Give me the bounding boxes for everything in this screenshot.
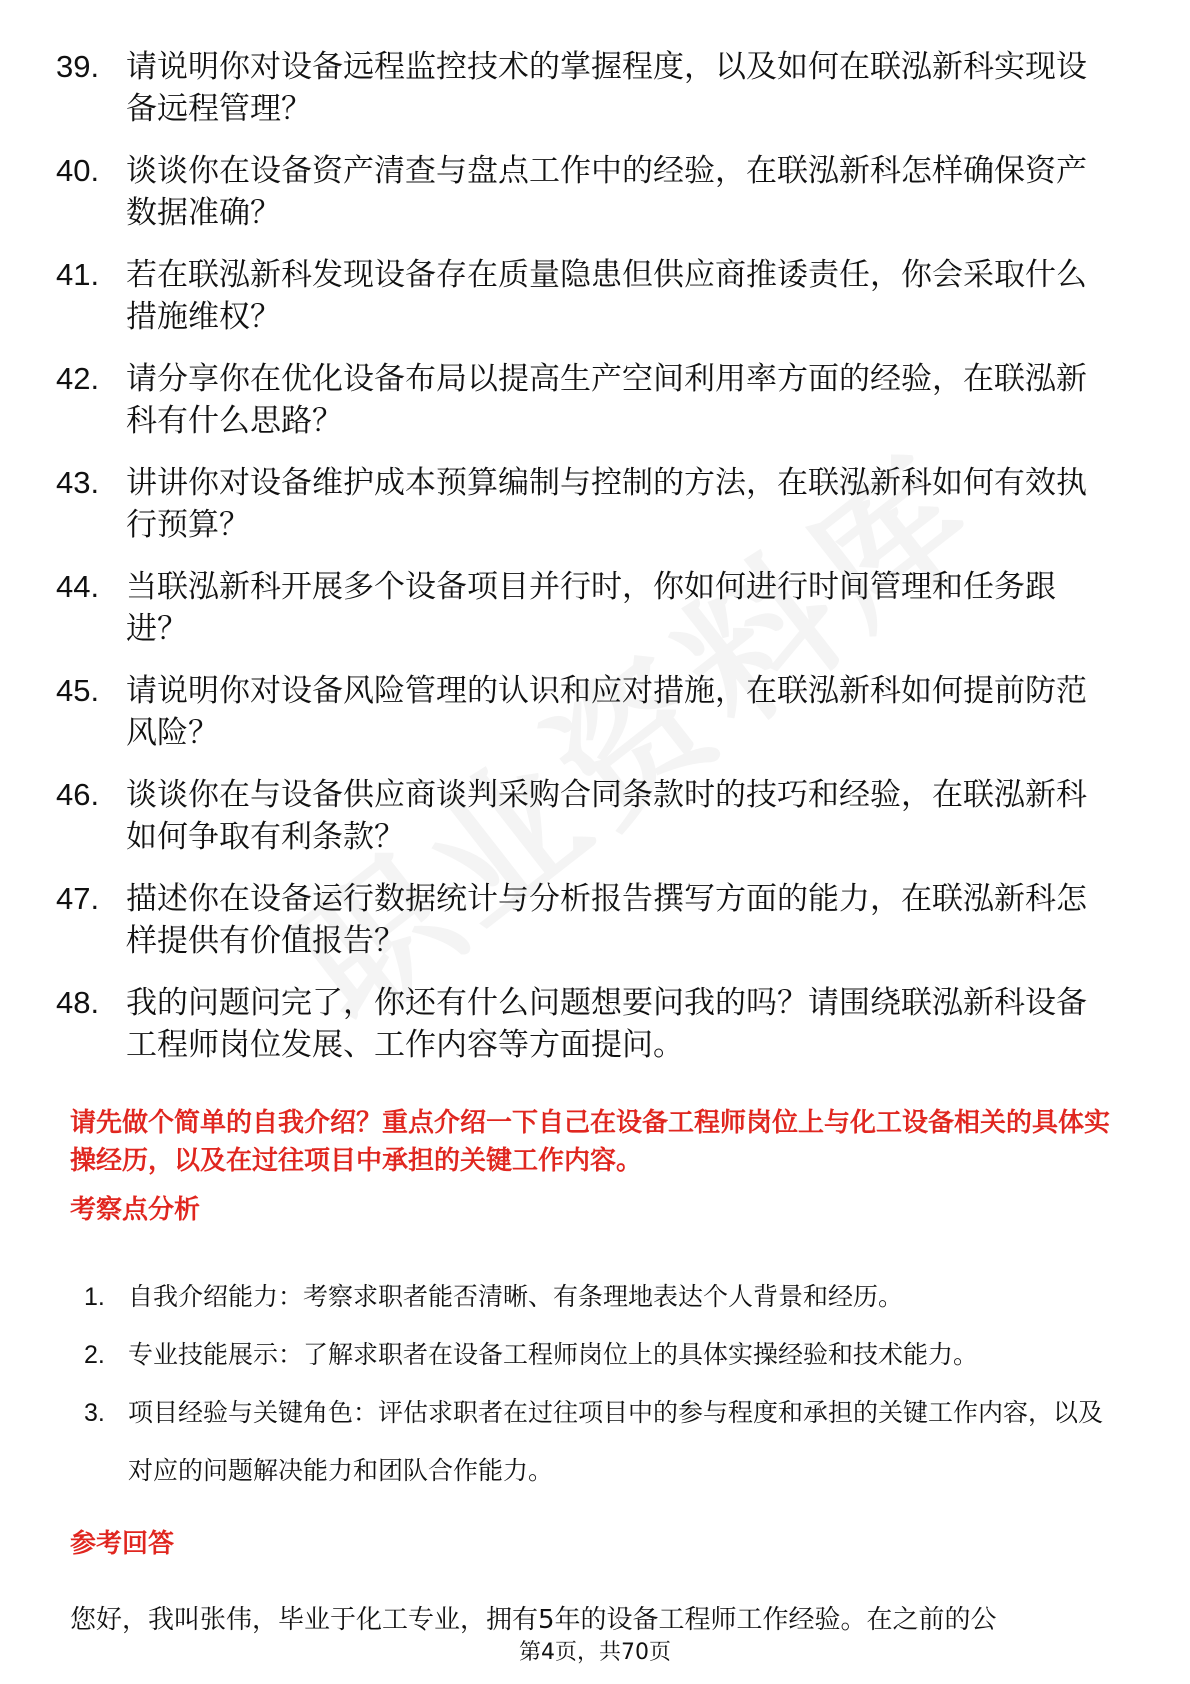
list-item (56, 566, 1106, 650)
question-text: 当联泓新科开展多个设备项目并行时，你如何进行时间管理和任务跟进？ (126, 569, 1056, 647)
question-number: 42. (56, 361, 100, 396)
list-item (56, 254, 1106, 338)
list-item (56, 878, 1106, 962)
question-number: 41. (56, 257, 100, 292)
page-number: 第4页，共70页 (519, 1640, 671, 1665)
reference-answer-text: 您好，我叫张伟，毕业于化工专业，拥有5年的设备工程师工作经验。在之前的公 (70, 1605, 997, 1635)
question-number: 45. (56, 673, 100, 708)
question-number: 47. (56, 881, 100, 916)
question-number: 44. (56, 569, 100, 604)
question-text: 谈谈你在与设备供应商谈判采购合同条款时的技巧和经验，在联泓新科如何争取有利条款？ (126, 777, 1087, 855)
list-item (56, 358, 1106, 442)
question-number: 40. (56, 153, 100, 188)
question-text: 我的问题问完了，你还有什么问题想要问我的吗？请围绕联泓新科设备工程师岗位发展、工作内容等方面提问。 (126, 985, 1087, 1063)
analysis-text: 项目经验与关键角色：评估求职者在过往项目中的参与程度和承担的关键工作内容，以及对应的问题解决能力和团队合作能力。 (128, 1398, 1104, 1485)
list-item (56, 150, 1106, 234)
analysis-number: 2. (84, 1341, 105, 1369)
analysis-text: 自我介绍能力：考察求职者能否清晰、有条理地表达个人背景和经历。 (128, 1282, 904, 1311)
list-item (84, 1268, 1114, 1326)
featured-question: 请先做个简单的自我介绍？重点介绍一下自己在设备工程师岗位上与化工设备相关的具体实操经历，以及在过往项目中承担的关键工作内容。 (70, 1108, 1111, 1176)
question-number: 48. (56, 985, 100, 1020)
question-text: 请说明你对设备风险管理的认识和应对措施，在联泓新科如何提前防范风险？ (126, 673, 1087, 751)
question-text: 讲讲你对设备维护成本预算编制与控制的方法，在联泓新科如何有效执行预算？ (126, 465, 1087, 543)
reference-title: 参考回答 (70, 1529, 175, 1559)
question-text: 请说明你对设备远程监控技术的掌握程度，以及如何在联泓新科实现设备远程管理？ (126, 49, 1087, 127)
question-list (56, 46, 1106, 1086)
list-item (56, 462, 1106, 546)
analysis-text: 专业技能展示：了解求职者在设备工程师岗位上的具体实操经验和技术能力。 (128, 1340, 979, 1369)
question-text: 描述你在设备运行数据统计与分析报告撰写方面的能力，在联泓新科怎样提供有价值报告？ (126, 881, 1087, 959)
question-text: 若在联泓新科发现设备存在质量隐患但供应商推诿责任，你会采取什么措施维权？ (126, 257, 1087, 335)
list-item (56, 774, 1106, 858)
list-item (56, 982, 1106, 1066)
analysis-number: 1. (84, 1283, 105, 1311)
question-number: 46. (56, 777, 100, 812)
list-item (56, 46, 1106, 130)
analysis-list (84, 1268, 1114, 1500)
analysis-number: 3. (84, 1399, 105, 1427)
list-item (56, 670, 1106, 754)
list-item (84, 1326, 1114, 1384)
question-text: 谈谈你在设备资产清查与盘点工作中的经验，在联泓新科怎样确保资产数据准确？ (126, 153, 1087, 231)
question-number: 39. (56, 49, 100, 84)
analysis-title: 考察点分析 (70, 1195, 201, 1225)
list-item (84, 1384, 1114, 1500)
question-text: 请分享你在优化设备布局以提高生产空间利用率方面的经验，在联泓新科有什么思路？ (126, 361, 1087, 439)
question-number: 43. (56, 465, 100, 500)
